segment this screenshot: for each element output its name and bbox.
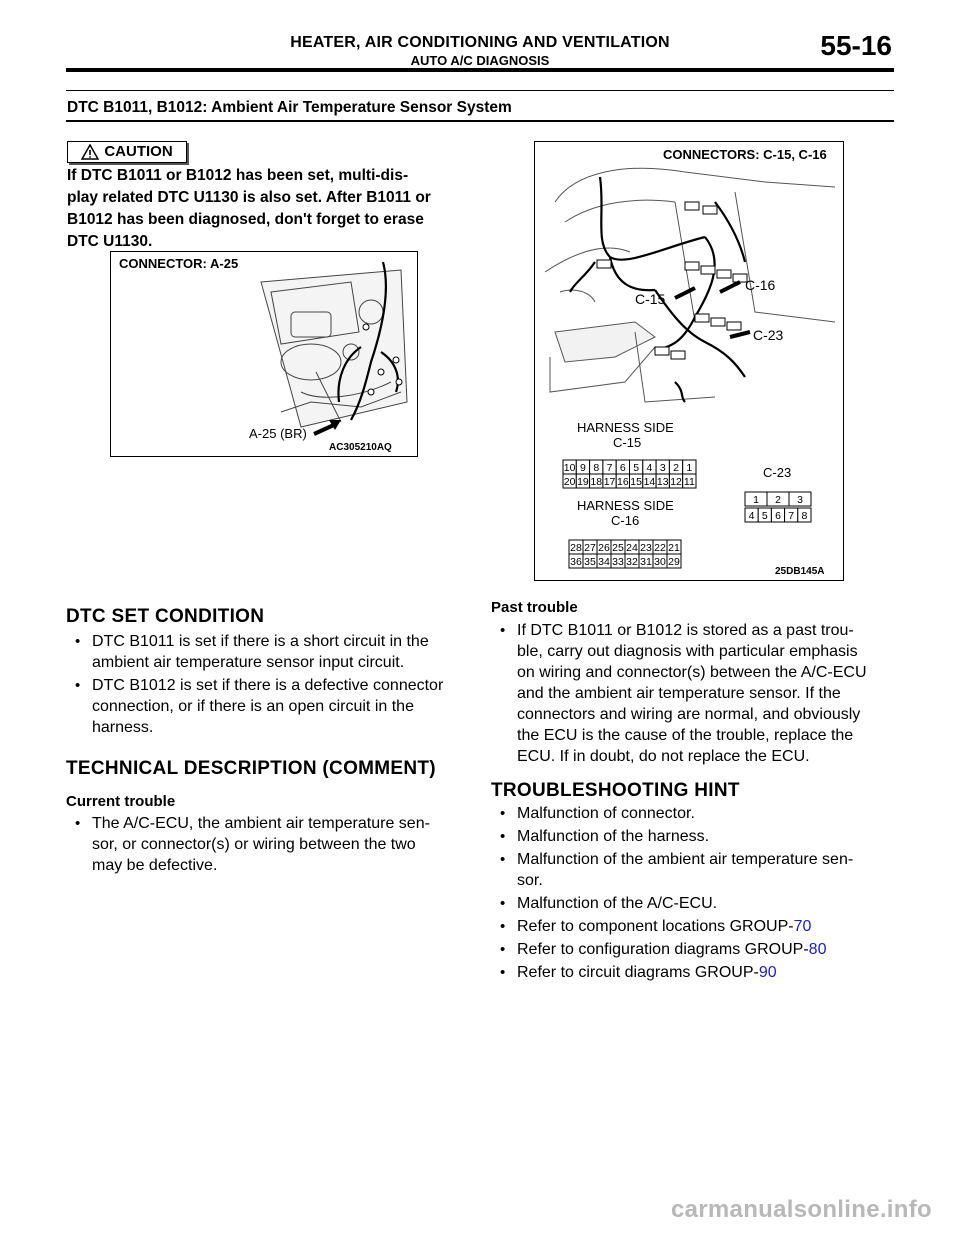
c23-label: C-23 [763, 465, 792, 480]
list-item: • Malfunction of the ambient air temperature sen- sor. [491, 849, 901, 891]
list-item: • Refer to configuration diagrams GROUP-80 [491, 939, 901, 960]
past-trouble-list [491, 620, 901, 769]
caution-label: CAUTION [104, 143, 173, 160]
technical-description-heading: TECHNICAL DESCRIPTION (COMMENT) [66, 758, 436, 779]
terminal-number: 19 [577, 476, 589, 488]
terminal-number: 33 [612, 556, 624, 568]
terminal-number: 5 [633, 462, 640, 474]
list-item: • Malfunction of connector. [491, 803, 901, 824]
document-title: HEATER, AIR CONDITIONING AND VENTILATION [290, 34, 670, 51]
harness-label: HARNESS SIDE [577, 420, 674, 435]
list-item: • The A/C-ECU, the ambient air temperature sen- sor, or connector(s) or wiring between the two may be defective. [66, 813, 472, 876]
terminal-number: 23 [640, 542, 652, 554]
terminal-number: 6 [619, 462, 626, 474]
terminal-number: 4 [748, 510, 755, 522]
caution-line: If DTC B1011 or B1012 has been set, multi-dis- [67, 167, 409, 184]
figure-title: CONNECTORS: C-15, C-16 [663, 147, 827, 162]
dtc-set-condition-heading: DTC SET CONDITION [66, 606, 265, 627]
c23-callout: C-23 [753, 327, 784, 343]
terminal-number: 8 [801, 510, 808, 522]
terminal-number: 30 [654, 556, 666, 568]
terminal-number: 25 [612, 542, 624, 554]
caution-line: B1012 has been diagnosed, don't forget to erase [67, 211, 424, 228]
terminal-number: 28 [570, 542, 582, 554]
terminal-number: 29 [668, 556, 680, 568]
terminal-number: 14 [643, 476, 656, 488]
current-trouble-label: Current trouble [66, 793, 176, 810]
caution-line: DTC U1130. [67, 233, 153, 250]
harness-label: C-15 [613, 435, 642, 450]
harness-label: C-16 [611, 513, 640, 528]
warning-triangle-icon [81, 144, 99, 160]
terminal-number: 5 [761, 510, 768, 522]
callout-arrow [720, 282, 740, 292]
list-item: • DTC B1011 is set if there is a short circuit in the ambient air temperature sensor input circuit. [66, 631, 472, 673]
terminal-number: 2 [673, 462, 679, 474]
c23-terminal-grid [745, 492, 811, 522]
c15-callout: C-15 [635, 291, 666, 307]
group-80-link[interactable]: 80 [808, 941, 827, 958]
list-item: • DTC B1012 is set if there is a defective connector connection, or if there is an open circuit in the harness. [66, 675, 472, 738]
engine-bay-illustration [111, 252, 417, 456]
terminal-number: 26 [598, 542, 610, 554]
terminal-number: 10 [563, 462, 576, 474]
troubleshooting-hint-heading: TROUBLESHOOTING HINT [491, 780, 740, 801]
terminal-number: 27 [584, 542, 596, 554]
terminal-number: 3 [659, 462, 666, 474]
terminal-number: 22 [654, 542, 666, 554]
list-item: • Refer to circuit diagrams GROUP-90 [491, 962, 901, 983]
figure-code: 25DB145A [775, 566, 825, 577]
figure-code: AC305210AQ [329, 442, 392, 453]
terminal-number: 7 [788, 510, 795, 522]
terminal-number: 32 [626, 556, 638, 568]
terminal-number: 9 [580, 462, 586, 474]
terminal-number: 18 [590, 476, 603, 488]
past-trouble-label: Past trouble [491, 599, 578, 616]
dashboard-illustration [535, 142, 843, 580]
c16-terminal-grid [569, 540, 681, 568]
caution-line: play related DTC U1130 is also set. After B1011 or [67, 189, 431, 206]
document-subtitle: AUTO A/C DIAGNOSIS [410, 53, 550, 68]
connectors-c15-c16-figure [534, 141, 844, 581]
page-number: 55-16 [820, 30, 892, 61]
terminal-number: 12 [670, 476, 682, 488]
callout-arrow [675, 288, 695, 298]
terminal-number: 34 [598, 556, 610, 568]
section-title: DTC B1011, B1012: Ambient Air Temperature Sensor System [67, 99, 512, 116]
terminal-number: 31 [640, 556, 652, 568]
terminal-number: 4 [646, 462, 653, 474]
connector-a25-figure [110, 251, 418, 457]
group-70-link[interactable]: 70 [793, 918, 812, 935]
terminal-number: 15 [630, 476, 642, 488]
header-rule [66, 68, 894, 72]
callout-arrow [730, 332, 750, 337]
list-item: • Malfunction of the harness. [491, 826, 901, 847]
list-item: • Malfunction of the A/C-ECU. [491, 893, 901, 914]
terminal-number: 11 [683, 476, 695, 488]
troubleshooting-hint-list [491, 803, 901, 985]
terminal-number: 36 [570, 556, 582, 568]
terminal-number: 16 [617, 476, 629, 488]
current-trouble-list [66, 813, 472, 878]
terminal-number: 1 [753, 494, 759, 506]
terminal-number: 17 [603, 476, 616, 488]
terminal-number: 7 [606, 462, 613, 474]
terminal-number: 2 [775, 494, 781, 506]
dtc-set-condition-list [66, 631, 472, 740]
figure-title: CONNECTOR: A-25 [119, 256, 239, 271]
terminal-number: 35 [584, 556, 596, 568]
terminal-number: 1 [686, 462, 693, 474]
caution-text [67, 165, 472, 253]
terminal-number: 20 [563, 476, 576, 488]
caution-badge [67, 141, 187, 163]
terminal-number: 6 [775, 510, 781, 522]
a25-callout: A-25 (BR) [249, 426, 307, 441]
list-item: • If DTC B1011 or B1012 is stored as a past trou- ble, carry out diagnosis with particular emphasis on wiring and connector(s) between the A/C-ECU and the ambient air temperature sensor. If the connectors and wiring are normal, and obviously the ECU is the cause of the trouble, replace the ECU. If in doubt, do not replace the ECU. [491, 620, 901, 767]
watermark: carmanualsonline.info [670, 1196, 932, 1223]
terminal-number: 13 [656, 476, 669, 488]
terminal-number: 21 [668, 542, 680, 554]
terminal-number: 24 [626, 542, 638, 554]
section-rule-bottom [66, 120, 894, 122]
terminal-number: 3 [797, 494, 803, 506]
c15-terminal-grid [563, 460, 696, 488]
harness-label: HARNESS SIDE [577, 498, 674, 513]
list-item: • Refer to component locations GROUP-70 [491, 916, 901, 937]
group-90-link[interactable]: 90 [758, 964, 777, 981]
terminal-number: 8 [593, 462, 600, 474]
section-rule-top [66, 90, 894, 91]
c16-callout: C-16 [745, 277, 776, 293]
